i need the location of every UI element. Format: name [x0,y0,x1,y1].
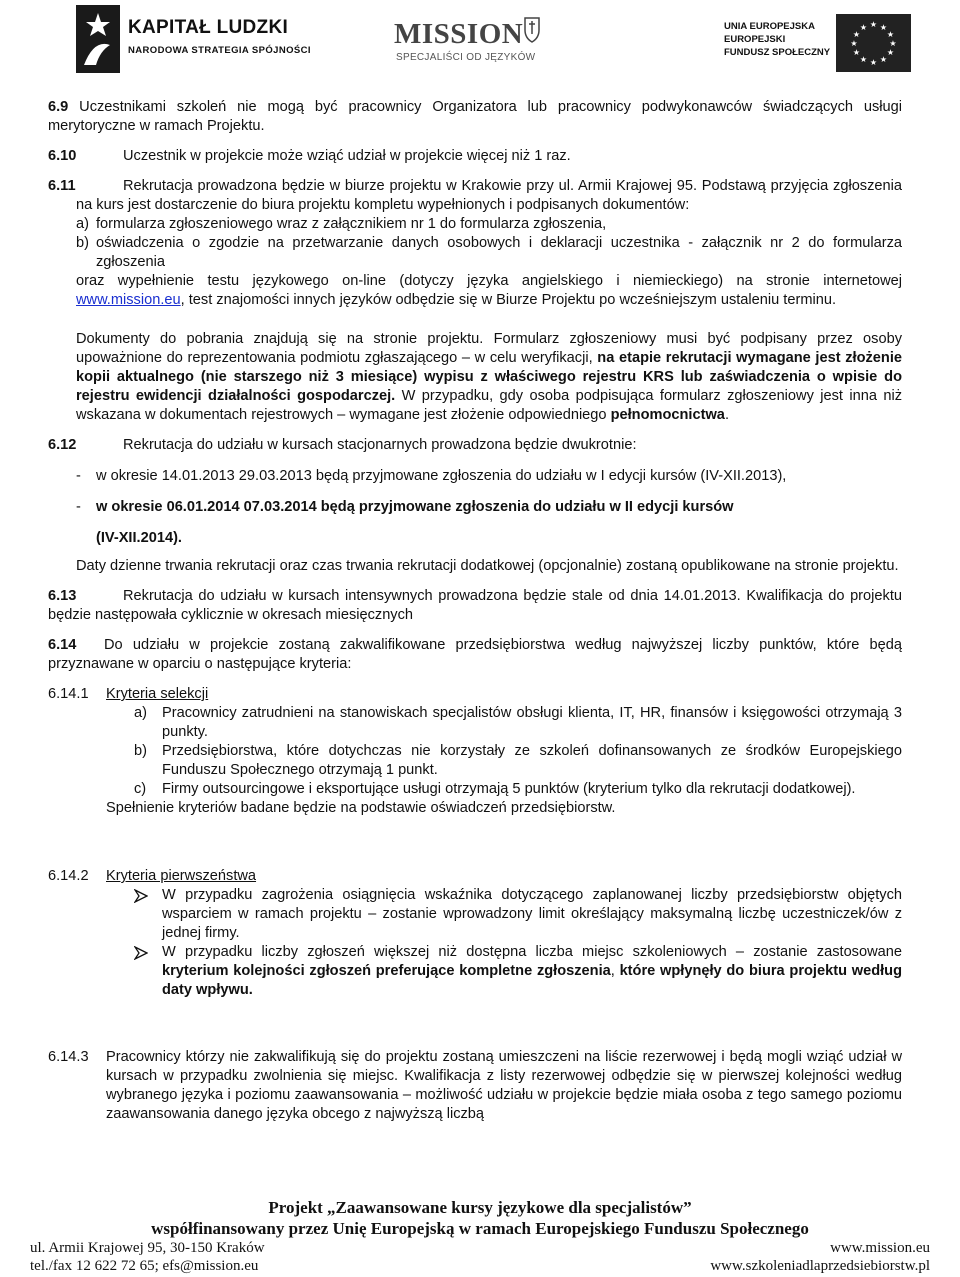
list-text: Firmy outsourcingowe i eksportujące usługi otrzymają 5 punktów (kryterium tylko dla rekrutacji dodatkowej). [162,781,856,797]
eu-logo-text [724,20,830,59]
list-text: oświadczenia o zgodzie na przetwarzanie danych osobowych i deklaracji uczestnika - załącznik nr 2 do formularza zgłoszenia [96,235,902,270]
online-test-paragraph [48,272,902,310]
section-6-10 [48,147,902,166]
svg-text:★: ★ [859,23,868,32]
section-6-12 [48,436,902,455]
section-number: 6.14.3 [48,1049,89,1065]
svg-text:★: ★ [886,48,895,57]
section-title: Kryteria pierwszeństwa [106,868,257,884]
mission-title: MISSION [394,18,524,50]
list-bold: kryterium kolejności zgłoszeń preferujące kompletne zgłoszenia [162,963,611,979]
svg-text:★: ★ [879,55,888,64]
section-6-14-2 [48,867,902,886]
svg-text:★: ★ [850,39,858,48]
svg-text:★: ★ [852,30,861,39]
svg-text:★: ★ [859,55,868,64]
section-6-14-3 [48,1048,902,1124]
section-text: Rekrutacja do udziału w kursach stacjonarnych prowadzona będzie dwukrotnie: [123,437,637,453]
svg-text:★: ★ [889,39,897,48]
crest-icon [522,14,542,49]
page-header [0,0,960,86]
list-sep: , [610,963,620,979]
section-6-13 [48,587,902,625]
footer-project-title: Projekt „Zaawansowane kursy językowe dla specjalistów” [268,1198,692,1217]
priority-bullet-1 [134,886,902,943]
paragraph-end: . [724,407,729,423]
section-text: Rekrutacja prowadzona będzie w biurze projektu w Krakowie przy ul. Armii Krajowej 95. Podstawą przyjęcia zgłoszenia na kurs jest dostarczenie do biura projektu kompletu wypełnionych i podpisanych dokumentów: [76,178,902,213]
doc-item-a [76,215,902,234]
eu-line-3: FUNDUSZ SPOŁECZNY [724,47,831,58]
list-marker: a) [76,216,89,232]
paragraph-text: oraz wypełnienie testu językowego on-line (dotyczy języka angielskiego i niemieckiego) na stronie internetowej [76,273,902,289]
list-marker: - [76,468,81,484]
section-text: Uczestnik w projekcie może wziąć udział w projekcie więcej niż 1 raz. [123,148,571,164]
arrow-bullet-icon [134,943,162,1000]
footer-website-2[interactable]: www.szkoleniadlaprzedsiebiorstw.pl [710,1258,930,1274]
eu-flag-icon [836,14,911,72]
section-title: Kryteria selekcji [106,686,209,702]
list-marker: c) [134,781,147,797]
list-marker: - [76,499,81,515]
paragraph-bold: na etapie rekrutacji wymagane jest złożenie kopii aktualnego (nie starszego niż 3 miesiące) wypisu z właściwego rejestru KRS lub zaświadczenia o wpisie do rejestru ewidencji działalności gospodarczej. [76,350,902,404]
section-number: 6.10 [48,148,77,164]
list-bold-2: które wpłynęły do biura projektu według daty wpływu. [162,963,902,998]
footer-website-1[interactable]: www.mission.eu [830,1240,930,1256]
svg-text:★: ★ [869,20,878,29]
section-6-14 [48,636,902,674]
footer-cofinancing: współfinansowany przez Unię Europejską w ramach Europejskiego Funduszu Społecznego [151,1219,809,1238]
list-marker: b) [134,743,147,759]
list-text-2: (IV-XII.2014). [96,530,182,546]
document-body [48,98,902,1124]
list-text: Pracownicy zatrudnieni na stanowiskach specjalistów obsługi klienta, IT, HR, finansów i księgowości otrzymają 3 punkty. [162,705,902,740]
list-text: Przedsiębiorstwa, które dotychczas nie korzystały ze szkoleń dofinansowanych ze środków Europejskiego Funduszu Społecznego otrzymają 1 punkt. [162,743,902,778]
list-text: w okresie 06.01.2014 07.03.2014 będą przyjmowane zgłoszenia do udziału w II edycji kursów [96,499,734,515]
svg-text:★: ★ [852,48,861,57]
list-text: W przypadku liczby zgłoszeń większej niż dostępna liczba miejsc szkoleniowych – zostanie zastosowane [162,944,902,960]
footer-address: ul. Armii Krajowej 95, 30-150 Kraków [30,1240,265,1256]
date-item-1 [76,467,902,486]
svg-text:★: ★ [869,58,878,67]
section-text: Pracownicy którzy nie zakwalifikują się do projektu zostaną umieszczeni na liście rezerwowej i będą mogli wziąć udział w kursach w przypadku zwolnienia się miejsc. Kwalifikacja z listy rezerwowej odbędzie się w pierwszej kolejności według wybranego języka i poziomu zaawansowania – możliwość udziału w projekcie będzie miała osoba z tego samego poziomu zaawansowania danego języka obcego z najwyższą liczbą [106,1049,902,1122]
priority-bullet-2 [134,943,902,1000]
section-text: Do udziału w projekcie zostaną zakwalifikowane przedsiębiorstwa według najwyższej liczby punktów, które będą przyznawane w oparciu o następujące kryteria: [48,637,902,672]
paragraph-text: Dokumenty do pobrania znajdują się na stronie projektu. Formularz zgłoszeniowy musi być podpisany przez osoby upoważnione do reprezentowania podmiotu zgłaszającego – w celu weryfikacji, [76,331,902,366]
section-number: 6.14 [48,637,77,653]
mission-subtitle: SPECJALIŚCI OD JĘZYKÓW [396,52,536,63]
section-number: 6.12 [48,437,77,453]
paragraph-text-end: , test znajomości innych języków odbędzie się w Biurze Projektu po wcześniejszym ustaleniu terminu. [180,292,837,308]
section-number: 6.14.1 [48,686,89,702]
dates-note: Daty dzienne trwania rekrutacji oraz czas trwania rekrutacji dodatkowej (opcjonalnie) zostaną opublikowane na stronie projektu. [76,558,899,574]
kapital-ludzki-emblem [76,5,120,73]
section-number: 6.11 [48,178,76,194]
footer-contact: tel./fax 12 622 72 65; efs@mission.eu [30,1258,259,1274]
kapital-ludzki-subtitle: NARODOWA STRATEGIA SPÓJNOŚCI [128,45,311,56]
criterion-c [134,780,902,799]
mission-logo [394,14,534,74]
section-number: 6.13 [48,588,77,604]
svg-text:★: ★ [886,30,895,39]
criterion-a [134,704,902,742]
arrow-bullet-icon [134,886,162,943]
date-item-2 [76,498,902,548]
section-text: Uczestnikami szkoleń nie mogą być pracownicy Organizatora lub pracownicy podwykonawców świadczących usługi merytoryczne w ramach Projektu. [48,99,902,134]
svg-text:★: ★ [879,23,888,32]
eu-line-1: UNIA EUROPEJSKA [724,21,815,32]
eu-line-2: EUROPEJSKI [724,34,786,45]
section-number: 6.14.2 [48,868,89,884]
list-marker: a) [134,705,147,721]
list-text: w okresie 14.01.2013 29.03.2013 będą przyjmowane zgłoszenia do udziału w I edycji kursów (IV-XII.2013), [96,468,787,484]
eu-logo [724,14,924,74]
doc-item-b [76,234,902,272]
criterion-b [134,742,902,780]
kapital-ludzki-logo [76,5,311,75]
section-number: 6.9 [48,99,69,115]
paragraph-bold-2: pełnomocnictwa [610,407,725,423]
criteria-summary: Spełnienie kryteriów badane będzie na podstawie oświadczeń przedsiębiorstw. [106,800,616,816]
section-6-11-intro [48,177,902,215]
section-text: Rekrutacja do udziału w kursach intensywnych prowadzona będzie stale od dnia 14.01.2013. Kwalifikacja do projektu będzie następowała cyklicznie w okresach miesięcznych [48,588,902,623]
section-6-9 [48,98,902,136]
list-text: formularza zgłoszeniowego wraz z załącznikiem nr 1 do formularza zgłoszenia, [96,216,607,232]
paragraph-text-2: W przypadku, gdy osoba podpisująca formularz zgłoszeniowy jest inna niż wskazana w dokumentach rejestrowych – wymagane jest złożenie odpowiedniego [76,388,902,423]
mission-link[interactable]: www.mission.eu [76,292,181,308]
list-marker: b) [76,235,89,251]
section-6-14-1 [48,685,902,704]
kapital-ludzki-title: KAPITAŁ LUDZKI [128,17,289,38]
documents-paragraph [48,330,902,425]
list-text: W przypadku zagrożenia osiągnięcia wskaźnika dotyczącego zaplanowanej liczby przedsiębiorstw objętych wsparciem w ramach projektu – zostanie wprowadzony limit określający maksymalną liczbę uczestniczek/ów z jednej firmy. [162,887,902,941]
